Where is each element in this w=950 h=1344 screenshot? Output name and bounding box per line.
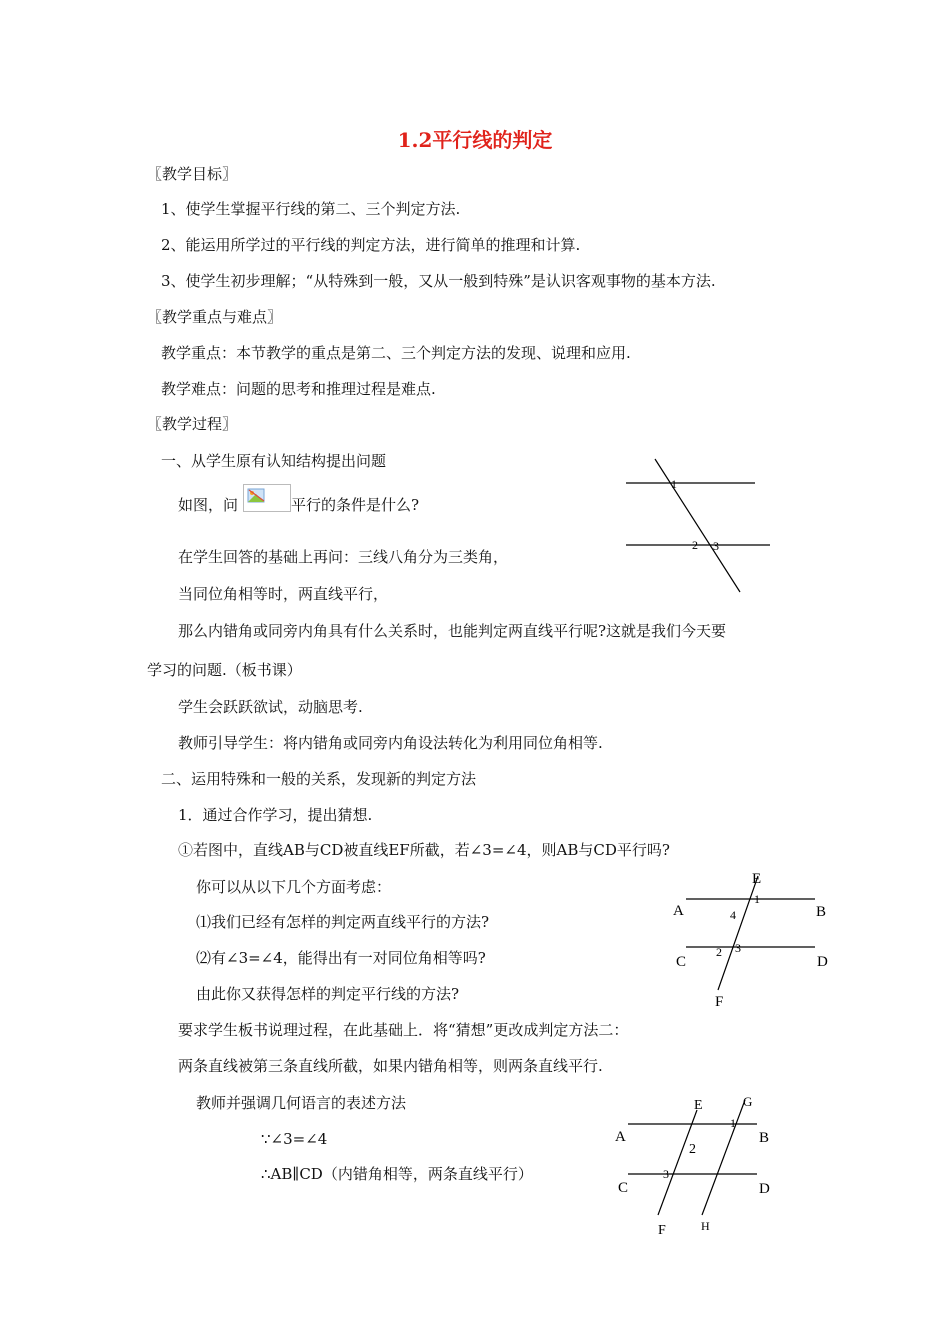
fig2-label-1: 1: [754, 892, 760, 906]
objective-item-2: 2、能运用所学过的平行线的判定方法，进行简单的推理和计算.: [161, 236, 581, 254]
conjecture-question: ①若图中，直线AB与CD被直线EF所截，若∠3=∠4，则AB与CD平行吗?: [178, 841, 670, 859]
question-after: 平行的条件是什么?: [291, 496, 420, 514]
fig1-label-2: 2: [692, 538, 698, 552]
fig3-line-ef: [658, 1110, 697, 1215]
fig2-label-d: D: [817, 954, 828, 970]
process-line-3a: 那么内错角或同旁内角具有什么关系时，也能判定两直线平行呢?这就是我们今天要: [178, 622, 727, 640]
section-objectives-heading: 〖教学目标〗: [147, 165, 238, 183]
part-2-title: 二、运用特殊和一般的关系，发现新的判定方法: [161, 770, 477, 788]
fig3-label-g: G: [743, 1094, 753, 1109]
board-requirement: 要求学生板书说理过程，在此基础上．将“猜想”更改成判定方法二：: [178, 1021, 629, 1039]
proof-therefore: ∴AB∥CD（内错角相等，两条直线平行）: [261, 1165, 533, 1183]
fig3-label-d: D: [759, 1181, 770, 1197]
consider-prompt: 你可以从以下几个方面考虑：: [196, 878, 392, 896]
key-point-text: 教学重点：本节教学的重点是第二、三个判定方法的发现、说理和应用.: [161, 344, 631, 362]
fig3-label-c: C: [618, 1180, 629, 1196]
consider-item-2: ⑵有∠3=∠4，能得出有一对同位角相等吗?: [196, 949, 486, 967]
fig3-label-1: 1: [730, 1116, 736, 1130]
process-line-1: 在学生回答的基础上再问：三线八角分为三类角，: [178, 548, 509, 566]
fig2-label-c: C: [676, 954, 687, 970]
fig3-label-2: 2: [689, 1142, 696, 1157]
fig3-label-h: H: [701, 1219, 710, 1233]
fig2-label-a: A: [673, 903, 684, 919]
proof-because: ∵∠3=∠4: [261, 1130, 328, 1148]
geometry-language-note: 教师并强调几何语言的表述方法: [196, 1094, 407, 1112]
fig3-label-3: 3: [663, 1167, 669, 1181]
process-line-2: 当同位角相等时，两直线平行，: [178, 585, 389, 603]
section-keypoints-heading: 〖教学重点与难点〗: [147, 308, 283, 326]
consider-item-3: 由此你又获得怎样的判定平行线的方法?: [196, 985, 460, 1003]
section-process-heading: 〖教学过程〗: [147, 415, 238, 433]
fig2-label-e: E: [752, 871, 762, 887]
fig1-label-1: 1: [671, 477, 677, 491]
objective-item-3: 3、使学生初步理解；“从特殊到一般，又从一般到特殊”是认识客观事物的基本方法.: [161, 272, 716, 290]
page-title: 1.2平行线的判定: [397, 128, 553, 152]
fig2-label-4: 4: [730, 908, 736, 922]
fig3-label-b: B: [759, 1130, 770, 1146]
fig2-label-f: F: [715, 994, 724, 1010]
question-before: 如图，问: [178, 496, 239, 514]
objective-item-1: 1、使学生掌握平行线的第二、三个判定方法.: [161, 200, 461, 218]
process-line-3b: 学习的问题.（板书课）: [147, 661, 302, 679]
fig2-label-b: B: [816, 904, 827, 920]
fig1-label-3: 3: [713, 539, 719, 553]
consider-item-1: ⑴我们已经有怎样的判定两直线平行的方法?: [196, 913, 490, 931]
difficulty-text: 教学难点：问题的思考和推理过程是难点.: [161, 380, 436, 398]
process-line-4: 学生会跃跃欲试，动脑思考.: [178, 698, 363, 716]
part-1-title: 一、从学生原有认知结构提出问题: [161, 452, 387, 470]
process-line-5: 教师引导学生：将内错角或同旁内角设法转化为利用同位角相等.: [178, 734, 603, 752]
theorem-2-statement: 两条直线被第三条直线所截，如果内错角相等，则两条直线平行.: [178, 1057, 603, 1075]
fig3-label-e: E: [694, 1098, 703, 1113]
fig3-label-a: A: [615, 1129, 626, 1145]
sub-step-1: 1．通过合作学习，提出猜想.: [178, 806, 373, 824]
fig3-label-f: F: [658, 1223, 666, 1238]
fig2-label-3: 3: [735, 941, 741, 955]
fig2-label-2: 2: [716, 945, 722, 959]
fig3-line-gh: [702, 1100, 745, 1215]
